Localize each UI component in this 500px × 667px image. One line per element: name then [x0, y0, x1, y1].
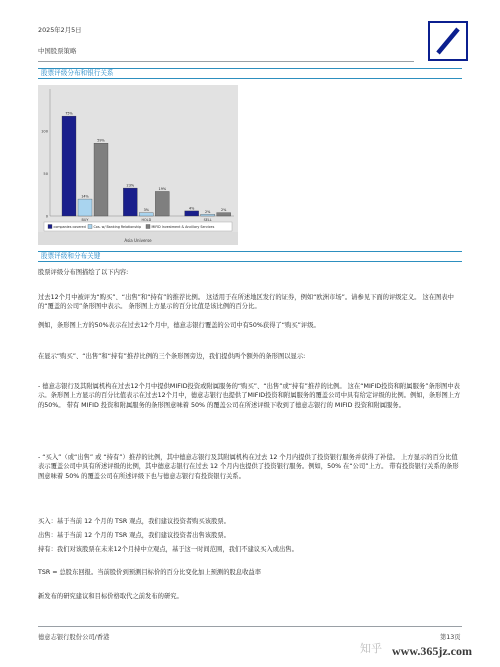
header-divider: [38, 61, 414, 62]
bar-data-label: 4%: [188, 206, 195, 211]
bar-data-label: 75%: [65, 111, 73, 116]
x-axis-label: Asia Universe: [124, 238, 152, 243]
x-tick-label: HOLD: [141, 218, 152, 222]
y-tick-label: 0: [45, 214, 48, 219]
bar: [94, 143, 108, 216]
section-title-rating-distribution: 股票评级分布和银行关系: [38, 68, 462, 79]
bar: [123, 188, 137, 216]
legend-label: companies covered: [53, 225, 86, 229]
watermark-text: 知乎: [360, 642, 382, 655]
section-title-rating-key: 股票评级和分布关键: [38, 251, 462, 262]
x-tick-label: BUY: [81, 218, 89, 222]
bar: [62, 116, 76, 216]
bar-data-label: 19%: [158, 186, 167, 191]
bar: [185, 211, 199, 216]
supersede-note: 新发布的研究建议和目标价格取代之前发布的研究。: [38, 593, 183, 600]
bar: [155, 191, 169, 216]
rating-hold-definition: 持有：我们对该股票在未来12个月持中立观点，基于这一时间范围，我们不建议买入或出售。: [38, 546, 298, 553]
footer-company: 德意志银行股份公司/香港: [38, 634, 110, 641]
bar-data-label: 2%: [204, 209, 211, 214]
bar: [201, 214, 215, 216]
page-number: 第13页: [440, 634, 461, 641]
paragraph-intro: 股票评级分布图描绘了以下内容:: [38, 269, 129, 276]
legend-label: Cos. w/ Banking Relationship: [93, 225, 142, 229]
paragraph-example: 例如，条形图上方的50%表示在过去12个月中，德意志银行覆盖的公司中有50%获得了“购买”评级。: [38, 322, 320, 329]
bar-data-label: 23%: [126, 183, 135, 188]
watermark-url: www.365jz.com: [392, 644, 472, 658]
deutsche-bank-logo-icon: [428, 21, 468, 61]
legend-swatch: [88, 225, 92, 229]
footer-divider: [38, 626, 462, 627]
rating-sell-definition: 出售：基于当前 12 个月的 TSR 观点，我们建议投资者出售该股票。: [38, 532, 230, 539]
bar-data-label: 59%: [97, 138, 105, 143]
bar-data-label: 3%: [143, 208, 150, 213]
legend-swatch: [146, 225, 150, 229]
tsr-definition: TSR = 总股东回报。当前股价到预测目标价的百分比变化加上预测的股息收益率: [38, 569, 261, 576]
paragraph-definition: 过去12个月中被评为“购买”、“出售”和“持有”的推荐比例。 这适用于在所述地区发行的证券，例如“欧洲市场”。请参见下面的评级定义。 这在图表中的“覆盖的公司”条形图中表示。 条形图上方显示的百分比值是该比例的百分比。: [38, 294, 454, 311]
bar-data-label: 14%: [81, 194, 89, 199]
report-date: 2025年2月5日: [38, 26, 82, 34]
legend-swatch: [48, 225, 52, 229]
paragraph-additional-bars: 在显示“购买”、“出售”和“持有”推荐比例的三个条形图旁边，我们提供两个额外的条形图以显示:: [38, 353, 306, 360]
rating-distribution-chart: [38, 85, 238, 245]
bar: [217, 213, 231, 216]
x-tick-label: SELL: [203, 218, 212, 222]
y-tick-label: 50: [43, 171, 48, 176]
bar: [139, 213, 153, 216]
chart-svg: [38, 85, 238, 245]
paragraph-mifid: - 德意志银行及其附属机构在过去12个月中提供MIFID投资或附属服务的“购买”、“出售”或“持有”推荐的比例。 这在“MIFID投资和附属服务”条形图中表示。条形图上方显示的百分比值表示在过去12个月中，德意志银行也提供了MIFID投资和附属服务的覆盖公司中具有给定评级的比例。例如，条形图上方的50%。 带有 MIFID 投资和附属服务的条形图意味着 50% 的覆盖公司在所述评级下收到了德意志银行的 MIFID 投资和附属服务。: [38, 383, 461, 409]
y-tick-label: 100: [41, 129, 48, 134]
report-subtitle: 中国股票策略: [38, 47, 77, 55]
bar-data-label: 2%: [220, 208, 227, 213]
bar: [78, 199, 92, 216]
paragraph-banking: - “买入”（或“出售” 或 “持有”）推荐的比例，其中德意志银行及其附属机构在过去 12 个月内提供了投资银行服务并获得了补偿。 上方显示的百分比值表示覆盖公司中具有所述评级的比例，其中德意志银行在过去 12 个月内也提供了投资银行服务。例如，50% 在“公司”上方。 带有投资银行关系的条形图意味着 50% 的覆盖公司在所述评级下也与德意志银行有投资银行关系。: [38, 454, 459, 480]
rating-buy-definition: 买入：基于当前 12 个月的 TSR 观点，我们建议投资者购买该股票。: [38, 518, 230, 525]
legend-label: MIFID Investment & Ancillary Services: [151, 225, 215, 229]
